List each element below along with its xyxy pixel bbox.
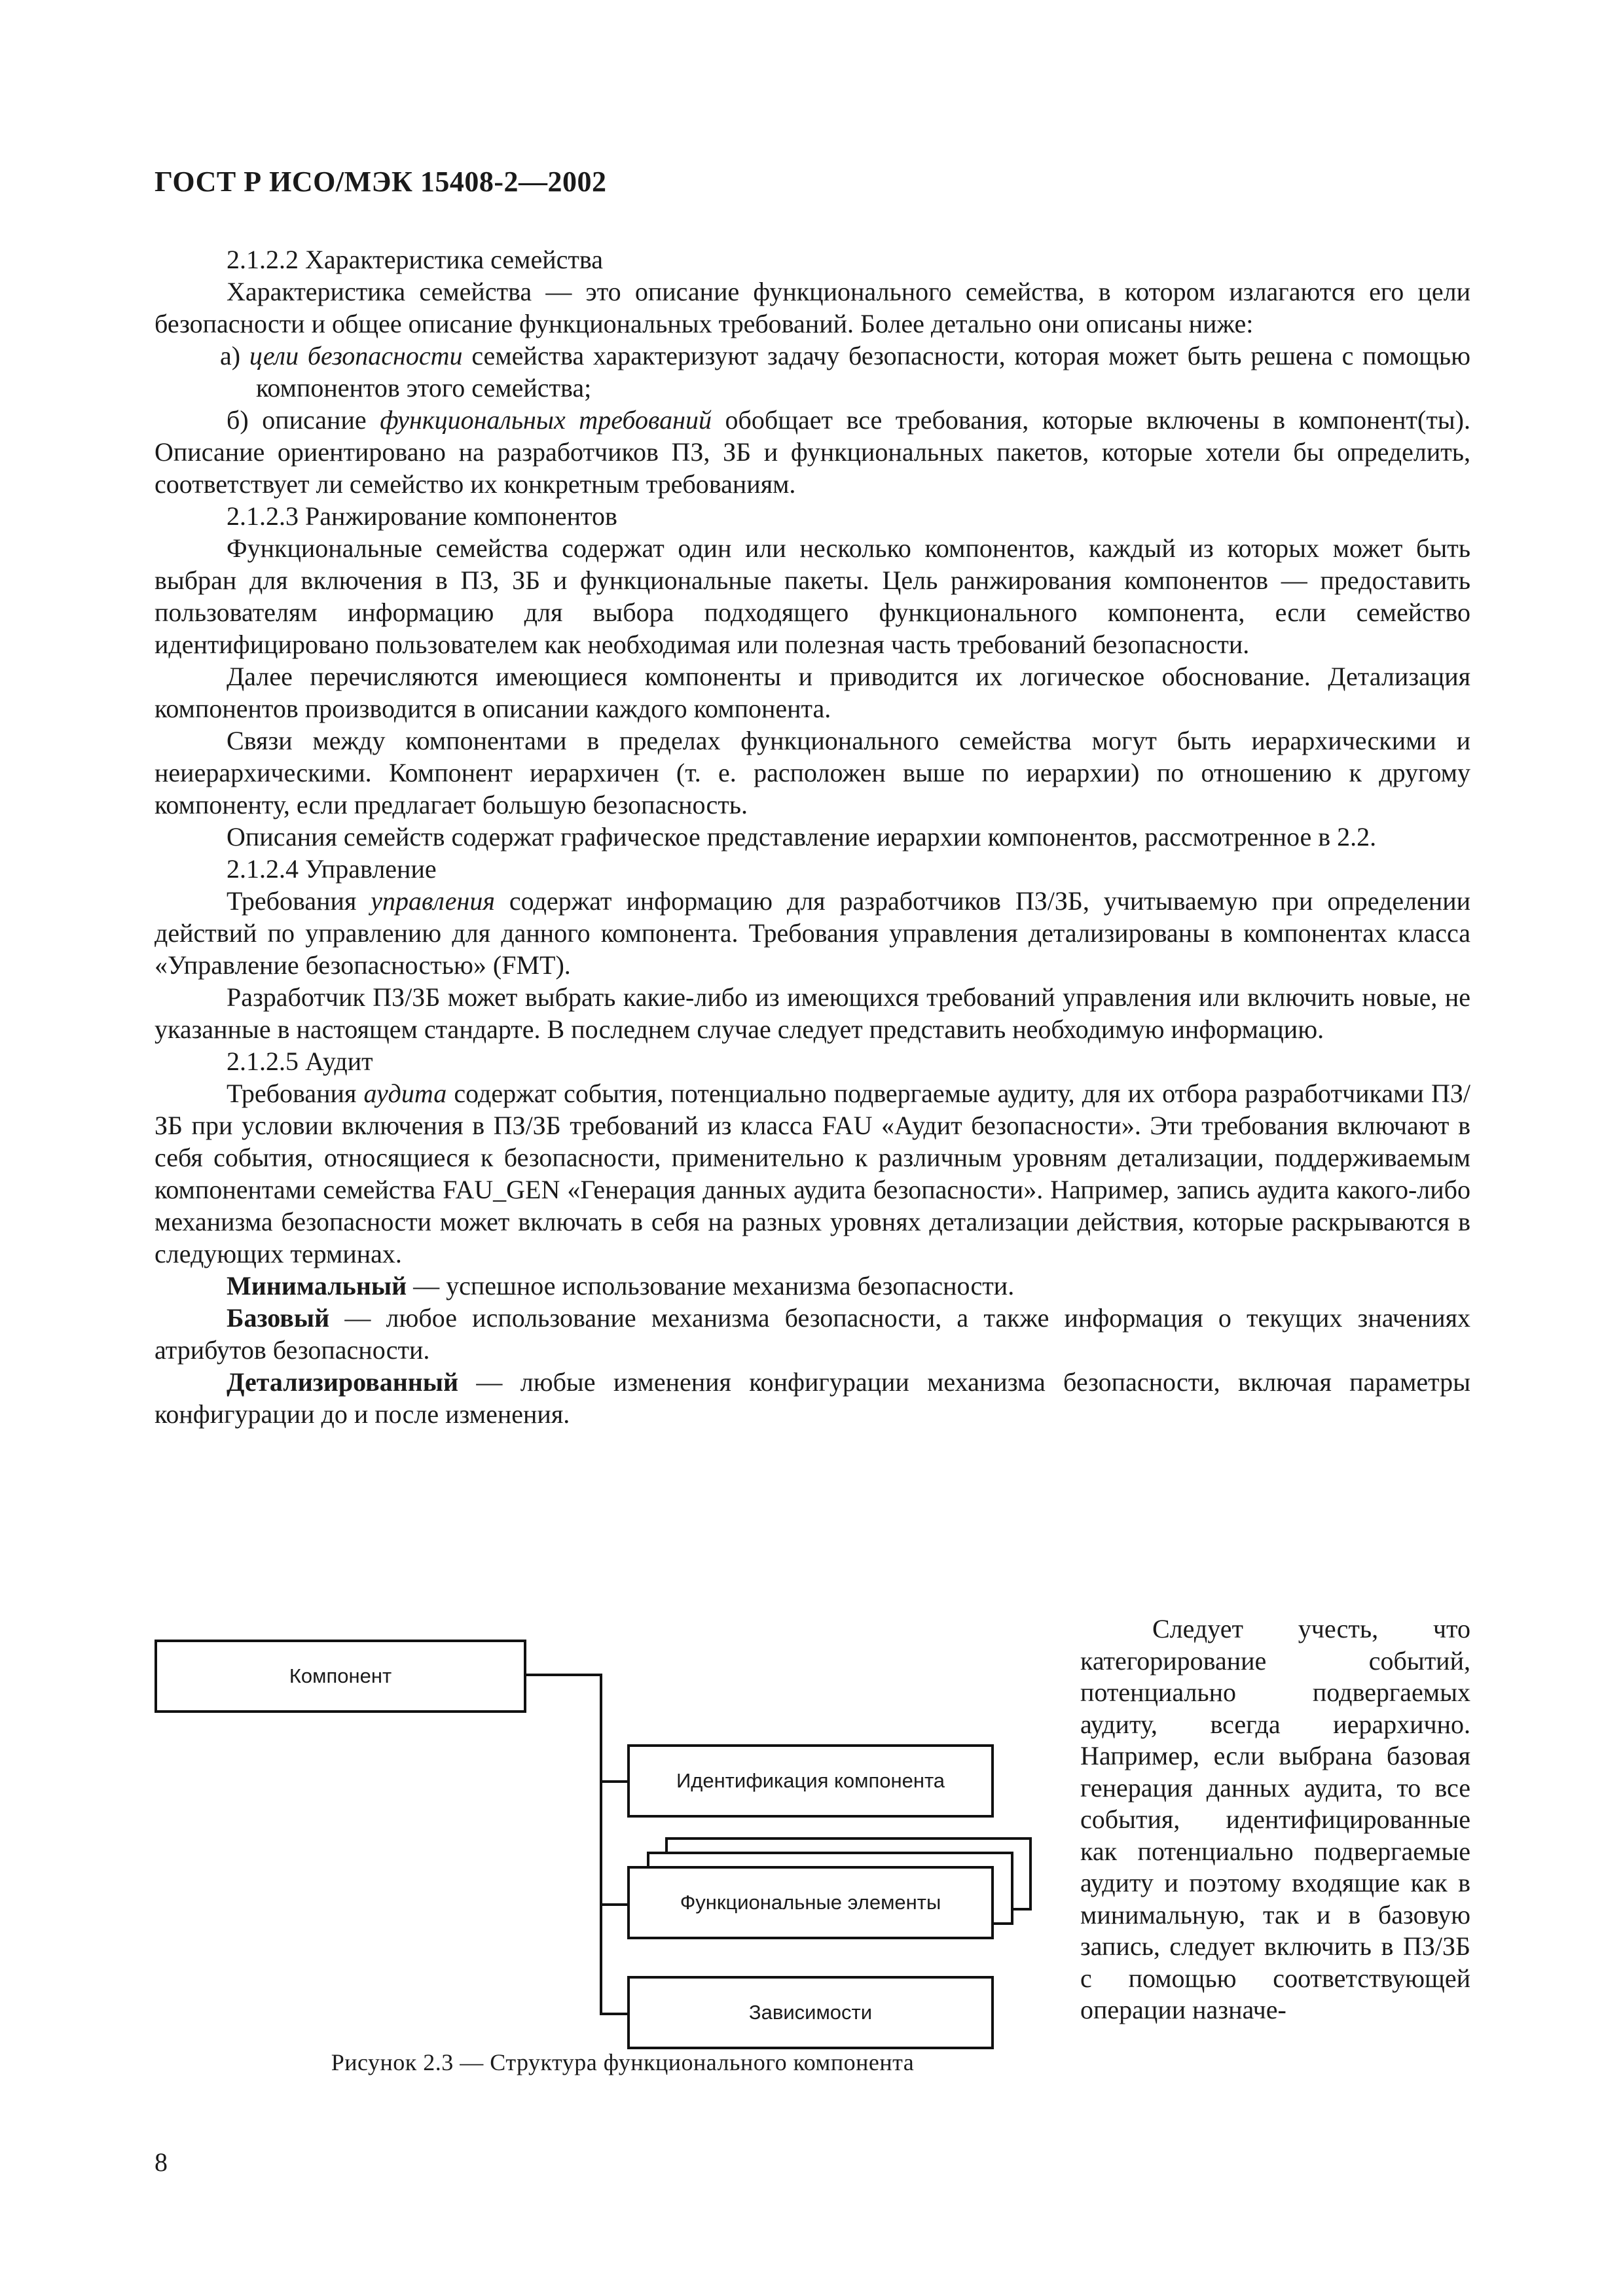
bold-term: Базовый — [227, 1303, 330, 1333]
paragraph — [155, 1077, 1470, 1270]
text-run: — любые изменения конфигурации механизма безопасности, включая параметры конфигурации до и после изменения. — [155, 1367, 1470, 1429]
document-header: ГОСТ Р ИСО/МЭК 15408-2—2002 — [155, 166, 607, 198]
paragraph: Разработчик ПЗ/ЗБ может выбрать какие-либо из имеющихся требований управления или включить новые, не указанные в настоящем стандарте. В последнем случае следует представить необходимую информацию. — [155, 982, 1470, 1044]
emphasis-term: цели безопасности — [249, 341, 463, 370]
text-run: содержат события, потенциально подвергаемые аудиту, для их отбора разработчиками ПЗ/ЗБ при условии включения в ПЗ/ЗБ требований из класса FAU «Аудит безопасности». Эти требования включают в себя события, относящиеся к безопасности, применительно к различным уровням детализации, поддерживаемым компонентами семейства FAU_GEN «Генерация данных аудита безопасности». Например, запись аудита какого-либо механизма безопасности может включать в себя на разных уровнях детализации действия, которые раскрываются в следующих терминах. — [155, 1079, 1470, 1268]
connector-to-identification — [600, 1780, 629, 1783]
text-run: — успешное использование механизма безопасности. — [407, 1271, 1015, 1300]
term-definition-basic — [155, 1302, 1470, 1366]
side-paragraph: Следует учесть, что категорирование событий, потенциально подвергаемых аудиту, всегда иерархично. Например, если выбрана базовая генерация данных аудита, то все события, идентифицированные как потенциально подвергаемые аудиту и поэтому входящие как в минимальную, так и в базовую запись, следует включить в ПЗ/ЗБ с помощью соответствующей операции назначе- — [1080, 1614, 1470, 2024]
paragraph — [155, 885, 1470, 981]
emphasis-term: аудита — [363, 1079, 447, 1108]
connector-vertical — [600, 1674, 602, 2014]
box-dependencies — [627, 1976, 994, 2049]
connector-to-functional-elements — [600, 1903, 629, 1906]
text-run: Требования — [227, 886, 371, 916]
emphasis-term: функциональных требований — [380, 405, 712, 435]
side-text — [1080, 1613, 1470, 2026]
box-functional-elements-label: Функциональные элементы — [680, 1891, 941, 1914]
list-item-b — [155, 404, 1470, 500]
paragraph: Связи между компонентами в пределах функционального семейства могут быть иерархическими и неиерархическими. Компонент иерархичен (т. е. расположен выше по иерархии) по отношению к другому компоненту, если предлагает большую безопасность. — [155, 726, 1470, 819]
connector-horizontal-top — [524, 1674, 602, 1676]
section-heading-2-1-2-2: 2.1.2.2 Характеристика семейства — [227, 245, 603, 274]
box-component — [155, 1640, 526, 1713]
text-run: — любое использование механизма безопасности, а также информация о текущих значениях атрибутов безопасности. — [155, 1303, 1470, 1365]
page-number: 8 — [155, 2147, 168, 2177]
emphasis-term: управления — [371, 886, 495, 916]
connector-to-dependencies — [600, 2013, 629, 2015]
figure-caption: Рисунок 2.3 — Структура функционального компонента — [331, 2049, 915, 2075]
section-heading-2-1-2-4: 2.1.2.4 Управление — [227, 854, 437, 884]
text-run: содержат информацию для разработчиков ПЗ/ЗБ, учитываемую при определении действий по управлению для данного компонента. Требования управления детализированы в компонентах класса «Управление безопасностью» (FMT). — [155, 886, 1471, 980]
box-identification — [627, 1744, 994, 1818]
box-identification-label: Идентификация компонента — [676, 1769, 945, 1792]
list-marker: а) — [220, 341, 249, 370]
main-text — [155, 243, 1470, 1430]
paragraph: Функциональные семейства содержат один или несколько компонентов, каждый из которых может быть выбран для включения в ПЗ, ЗБ и функциональные пакеты. Цель ранжирования компонентов — предоставить пользователям информацию для выбора подходящего функционального компонента, если семейство идентифицировано пользователем как необходимая или полезная часть требований безопасности. — [155, 533, 1470, 659]
section-heading-2-1-2-5: 2.1.2.5 Аудит — [227, 1047, 373, 1076]
section-heading-2-1-2-3: 2.1.2.3 Ранжирование компонентов — [227, 501, 617, 531]
list-marker: б) описание — [227, 405, 380, 435]
bold-term: Минимальный — [227, 1271, 407, 1300]
figure-component-structure — [155, 1633, 1091, 2065]
list-text: обобщает все требования, которые включены в компонент(ты). Описание ориентировано на разработчиков ПЗ, ЗБ и функциональных пакетов, которые хотели бы определить, соответствует ли семейство их конкретным требованиям. — [155, 405, 1471, 499]
paragraph: Далее перечисляются имеющиеся компоненты и приводится их логическое обоснование. Детализация компонентов производится в описании каждого компонента. — [155, 662, 1470, 723]
text-run: Требования — [227, 1079, 364, 1108]
list-text: семейства характеризуют задачу безопасности, которая может быть решена с помощью компонентов этого семейства; — [256, 341, 1471, 403]
box-component-label: Компонент — [289, 1664, 392, 1687]
paragraph: Характеристика семейства — это описание функционального семейства, в котором излагаются его цели безопасности и общее описание функциональных требований. Более детально они описаны ниже: — [155, 277, 1470, 338]
box-dependencies-label: Зависимости — [748, 2001, 873, 2024]
list-item-a — [155, 340, 1470, 404]
term-definition-detailed — [155, 1366, 1470, 1430]
term-definition-minimal — [155, 1270, 1470, 1302]
box-functional-elements — [627, 1866, 994, 1939]
bold-term: Детализированный — [227, 1367, 459, 1397]
paragraph: Описания семейств содержат графическое представление иерархии компонентов, рассмотренное в 2.2. — [227, 822, 1377, 852]
